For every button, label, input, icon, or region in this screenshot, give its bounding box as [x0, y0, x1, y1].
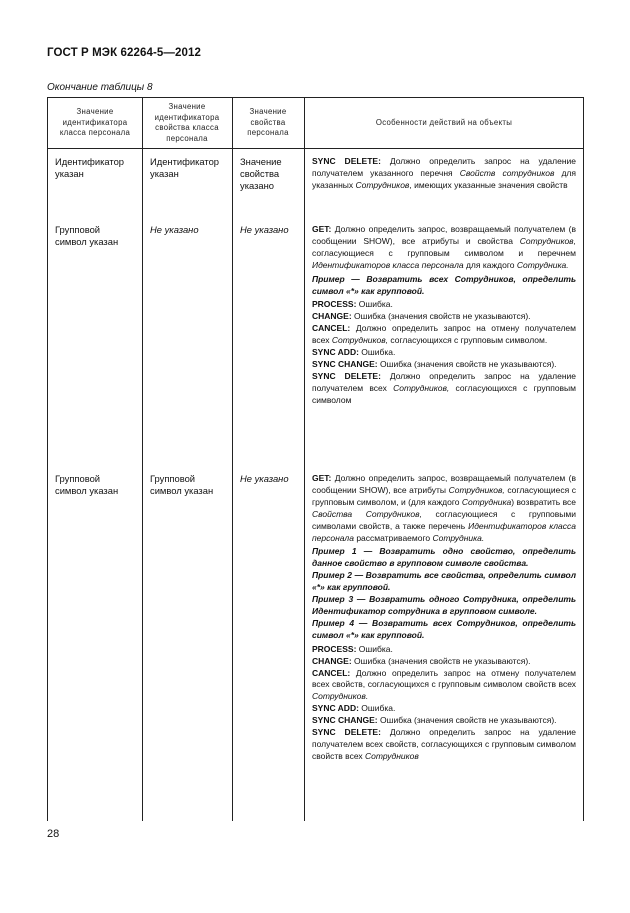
- row2-property-id: Не указано: [150, 224, 199, 235]
- column-divider-3: [304, 97, 305, 821]
- row3-example-1: Пример 1 — Возвратить одно свойство, определить данное свойство в групповом символе свойства.: [312, 546, 576, 569]
- column-header-actions: Особенности действий на объекты: [375, 117, 513, 127]
- header-bottom-border: [47, 148, 584, 149]
- column-divider-2: [232, 97, 233, 821]
- row2-actions: GET: Должно определить запрос, возвращаемый получателем (в сообщении SHOW), все атрибуты и свойства Сотрудников, согласующиеся с групповым символом и перечнем Идентификаторов класса персонала для каждого Сотрудника. Пример — Возвратить всех Сотрудников, определить символ «*» как групповой. PROCESS: Ошибка. CHANGE: Ошибка (значения свойств не указываются). CANCEL: Должно определить запрос на отмену получателем всех Сотрудников, согласующихся с групповым символом. SYNC ADD: Ошибка. SYNC CHANGE: Ошибка (значения свойств не указываются). SYNC DELETE: Должно определить запрос на удаление получателем всех Сотрудников, согласующихся с групповым символом: [312, 224, 577, 405]
- row2-example: Пример — Возвратить всех Сотрудников, определить символ «*» как групповой.: [312, 273, 576, 296]
- table-left-border: [47, 97, 48, 821]
- row3-property-value: Не указано: [240, 473, 289, 484]
- row1-property-value: Значение свойства указано: [240, 156, 282, 191]
- column-header-property-id: Значение идентификатора свойства класса персонала: [154, 102, 220, 143]
- row3-class-id: Групповой символ указан: [55, 473, 119, 496]
- row2-class-id: Групповой символ указан: [55, 224, 119, 247]
- standard-header: ГОСТ Р МЭК 62264-5—2012: [47, 47, 201, 59]
- row3-example-2: Пример 2 — Возвратить все свойства, определить символ «*» как групповой.: [312, 570, 576, 593]
- row3-example-4: Пример 4 — Возвратить всех Сотрудников, определить символ «*» как групповой.: [312, 617, 576, 640]
- table-top-border: [47, 97, 584, 98]
- row3-actions: GET: Должно определить запрос, возвращаемый получателем (в сообщении SHOW), все атрибуты Сотрудников, согласующиеся с групповым символом, и (для каждого Сотрудника) возвратить все Свойства Сотрудников, согласующиеся с групповыми символами свойств, а также перечень Идентификаторов класса персонала рассматриваемого Сотрудника. Пример 1 — Возвратить одно свойство, определить данное свойство в групповом символе свойства. Пример 2 — Возвратить все свойства, определить символ «*» как групповой. Пример 3 — Возвратить одного Сотрудника, определить Идентификатор сотрудника в групповом символе. Пример 4 — Возвратить всех Сотрудников, определить символ «*» как групповой. PROCESS: Ошибка. CHANGE: Ошибка (значения свойств не указываются). CANCEL: Должно определить запрос на отмену получателем всех свойств, согласующихся с групповым символом свойств всех Сотрудников. SYNC ADD: Ошибка. SYNC CHANGE: Ошибка (значения свойств не указываются). SYNC DELETE: Должно определить запрос на удаление получателем всех свойств, согласующихся с групповым символом свойств всех Сотрудников: [312, 473, 577, 761]
- column-header-class-id: Значение идентификатора класса персонала: [59, 107, 131, 138]
- table-caption: Окончание таблицы 8: [47, 82, 153, 93]
- table-right-border: [583, 97, 584, 821]
- page-number: 28: [47, 828, 60, 840]
- row2-property-value: Не указано: [240, 224, 289, 235]
- column-header-property-value: Значение свойства персонала: [247, 107, 289, 138]
- row1-actions: SYNC DELETE: Должно определить запрос на удаление получателем указанного перечня Свойств сотрудников для указанных Сотрудников, имеющих указанные значения свойств: [312, 156, 576, 190]
- row1-class-id: Идентификатор указан: [55, 156, 125, 179]
- row3-example-3: Пример 3 — Возвратить одного Сотрудника, определить Идентификатор сотрудника в групповом символе.: [312, 594, 576, 616]
- row3-property-id: Групповой символ указан: [150, 473, 214, 496]
- column-divider-1: [142, 97, 143, 821]
- row1-property-id: Идентификатор указан: [150, 156, 220, 179]
